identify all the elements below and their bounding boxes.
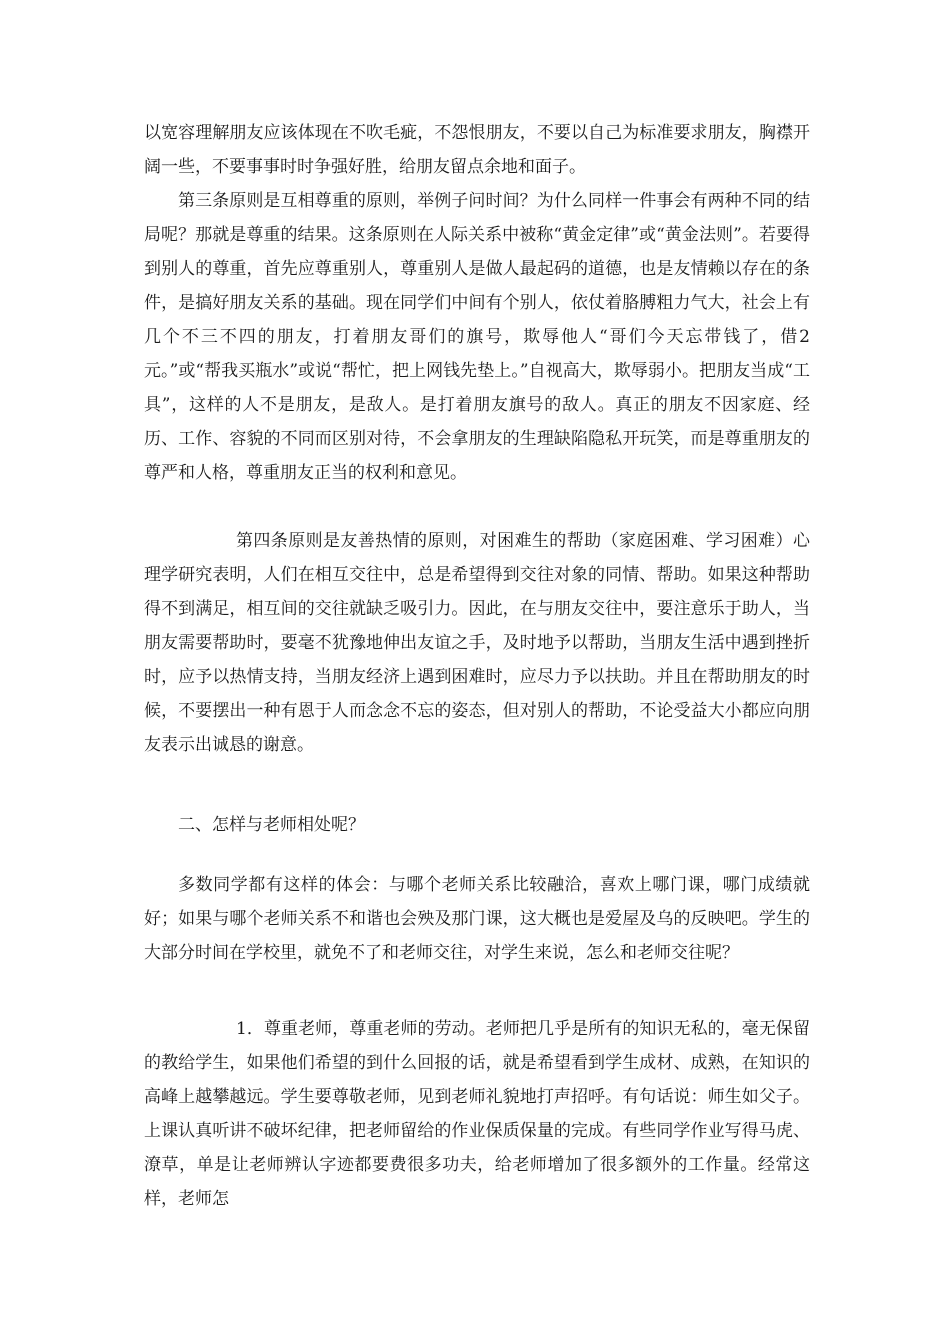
paragraph-principle-three: 第三条原则是互相尊重的原则，举例子问时间？为什么同样一件事会有两种不同的结局呢？那就是尊重的结果。这条原则在人际关系中被称“黄金定律”或“黄金法则”。若要得到别人的尊重，首先应尊重别人，尊重别人是做人最起码的道德，也是友情赖以存在的条件，是搞好朋友关系的基础。现在同学们中间有个别人，依仗着胳膊粗力气大，社会上有几个不三不四的朋友，打着朋友哥们的旗号，欺辱他人“哥们今天忘带钱了，借2元。”或“帮我买瓶水”或说“帮忙，把上网钱先垫上。”自视高大，欺辱弱小。把朋友当成“工具”，这样的人不是朋友，是敌人。是打着朋友旗号的敌人。真正的朋友不因家庭、经历、工作、容貌的不同而区别对待，不会拿朋友的生理缺陷隐私开玩笑，而是尊重朋友的尊严和人格，尊重朋友正当的权利和意见。: [144, 191, 810, 483]
paragraph-principle-four: 第四条原则是友善热情的原则，对困难生的帮助（家庭困难、学习困难）心理学研究表明，人们在相互交往中，总是希望得到交往对象的同情、帮助。如果这种帮助得不到满足，相互间的交往就缺乏吸引力。因此，在与朋友交往中，要注意乐于助人，当朋友需要帮助时，要毫不犹豫地伸出友谊之手，及时地予以帮助，当朋友生活中遇到挫折时，应予以热情支持，当朋友经济上遇到困难时，应尽力予以扶助。并且在帮助朋友的时候，不要摆出一种有恩于人而念念不忘的姿态，但对别人的帮助，不论受益大小都应向朋友表示出诚恳的谢意。: [144, 531, 810, 755]
paragraph-respect-teachers: 1．尊重老师，尊重老师的劳动。老师把几乎是所有的知识无私的，毫无保留的教给学生，如果他们希望的到什么回报的话，就是希望看到学生成材、成熟，在知识的高峰上越攀越远。学生要尊敬老师，见到老师礼貌地打声招呼。有句话说：师生如父子。上课认真听讲不破坏纪律，把老师留给的作业保质保量的完成。有些同学作业写得马虎、潦草，单是让老师辨认字迹都要费很多功夫，给老师增加了很多额外的工作量。经常这样，老师怎: [144, 1019, 810, 1209]
section-heading-teachers: 二、怎样与老师相处呢？: [178, 815, 365, 835]
paragraph-teacher-intro: 多数同学都有这样的体会：与哪个老师关系比较融洽，喜欢上哪门课，哪门成绩就好；如果与哪个老师关系不和谐也会殃及那门课，这大概也是爱屋及乌的反映吧。学生的大部分时间在学校里，就免不了和老师交往，对学生来说，怎么和老师交往呢？: [144, 875, 810, 963]
paragraph-tolerance-continued: 以宽容理解朋友应该体现在不吹毛疵，不怨恨朋友，不要以自己为标准要求朋友，胸襟开阔一些，不要事事时时争强好胜，给朋友留点余地和面子。: [144, 123, 810, 177]
